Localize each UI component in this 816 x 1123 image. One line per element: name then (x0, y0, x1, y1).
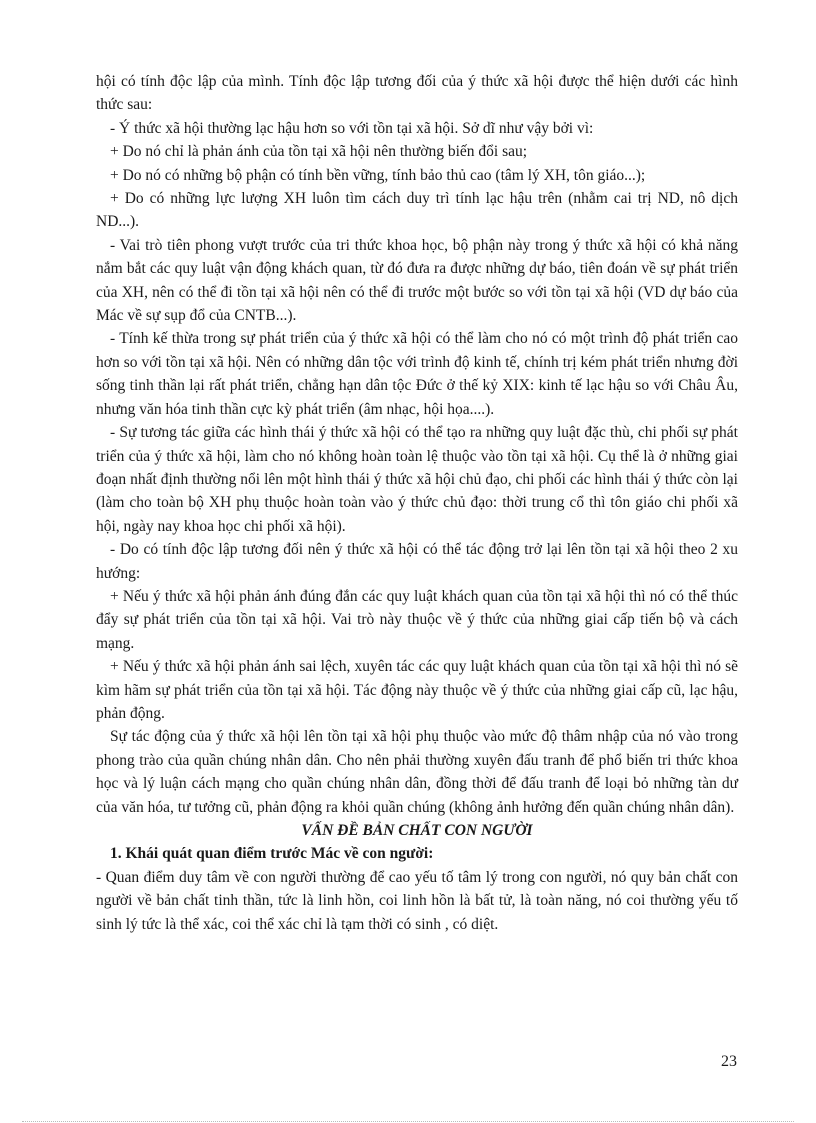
paragraph: + Do có những lực lượng XH luôn tìm cách duy trì tính lạc hậu trên (nhằm cai trị ND, nô dịch ND...). (96, 190, 738, 231)
document-body (96, 70, 738, 936)
paragraph: + Nếu ý thức xã hội phản ánh sai lệch, xuyên tác các quy luật khách quan của tồn tại xã hội thì nó sẽ kìm hãm sự phát triển của tồn tại xã hội. Tác động này thuộc về ý thức của những giai cấp cũ, lạc hậu, phản động. (96, 658, 738, 722)
paragraph: - Quan điểm duy tâm về con người thường để cao yếu tố tâm lý trong con người, nó quy bản chất con người về bản chất tinh thần, tức là linh hồn, coi linh hồn là bất tử, là toàn năng, nó coi thường yếu tố sinh lý tức là thể xác, coi thể xác chỉ là tạm thời có sinh , có diệt. (96, 868, 738, 933)
paragraph: - Do có tính độc lập tương đối nên ý thức xã hội có thể tác động trở lại lên tồn tại xã hội theo 2 xu hướng: (96, 541, 738, 582)
paragraph: - Vai trò tiên phong vượt trước của tri thức khoa học, bộ phận này trong ý thức xã hội có khả năng nắm bắt các quy luật vận động khách quan, từ đó đưa ra được những dự báo, tiên đoán về sự phát triển của XH, nên có thể đi tồn tại xã hội nên có thể đi trước một bước so với tồn tại xã hội (VD dự báo của Mác về sự sụp đổ của CNTB...). (96, 236, 738, 325)
paragraph: - Tính kế thừa trong sự phát triển của ý thức xã hội có thể làm cho nó có một trình độ phát triển cao hơn so với tồn tại xã hội. Nên có những dân tộc với trình độ kinh tế, chính trị kém phát triển nhưng đời sống tinh thần lại rất phát triển, chẳng hạn dân tộc Đức ở thế kỷ XIX: kinh tế lạc hậu so với Châu Âu, nhưng văn hóa tinh thần cực kỳ phát triển (âm nhạc, hội họa....). (96, 330, 738, 418)
page-number: 23 (721, 1053, 737, 1070)
paragraph: - Ý thức xã hội thường lạc hậu hơn so với tồn tại xã hội. Sở dĩ như vậy bởi vì: (110, 119, 594, 137)
paragraph: hội có tính độc lập của mình. Tính độc lập tương đối của ý thức xã hội được thể hiện dưới các hình thức sau: (96, 73, 738, 114)
paragraph: - Sự tương tác giữa các hình thái ý thức xã hội có thể tạo ra những quy luật đặc thù, chi phối sự phát triển của ý thức xã hội, làm cho nó không hoàn toàn lệ thuộc vào tồn tại xã hội. Cụ thể là ở những giai đoạn nhất định thường nổi lên một hình thái ý thức xã hội chủ đạo, chi phối các hình thái ý thức còn lại (làm cho toàn bộ XH phụ thuộc hoàn toàn vào ý thức chủ đạo: thời trung cổ thì tôn giáo chi phối xã hội, ngày nay khoa học chi phối xã hội). (96, 424, 738, 535)
paragraph: + Do nó chỉ là phản ánh của tồn tại xã hội nên thường biến đổi sau; (110, 143, 528, 161)
paragraph: + Do nó có những bộ phận có tính bền vững, tính bảo thủ cao (tâm lý XH, tôn giáo...); (110, 166, 646, 184)
section-heading: VẤN ĐỀ BẢN CHẤT CON NGƯỜI (301, 822, 533, 839)
page-bottom-divider (22, 1121, 794, 1122)
paragraph: + Nếu ý thức xã hội phản ánh đúng đắn các quy luật khách quan của tồn tại xã hội thì nó có thể thúc đẩy sự phát triển của tồn tại xã hội. Vai trò này thuộc về ý thức của những giai cấp tiến bộ và cách mạng. (96, 587, 738, 652)
subheading: 1. Khái quát quan điểm trước Mác về con người: (110, 845, 434, 863)
paragraph: Sự tác động của ý thức xã hội lên tồn tại xã hội phụ thuộc vào mức độ thâm nhập của nó vào trong phong trào của quần chúng nhân dân. Cho nên phải thường xuyên đấu tranh để phổ biến tri thức khoa học và lý luận cách mạng cho quần chúng nhân dân, đồng thời để đấu tranh để loại bỏ những tàn dư của văn hóa, tư tưởng cũ, phản động ra khỏi quần chúng (không ảnh hưởng đến quần chúng nhân dân). (96, 728, 738, 816)
